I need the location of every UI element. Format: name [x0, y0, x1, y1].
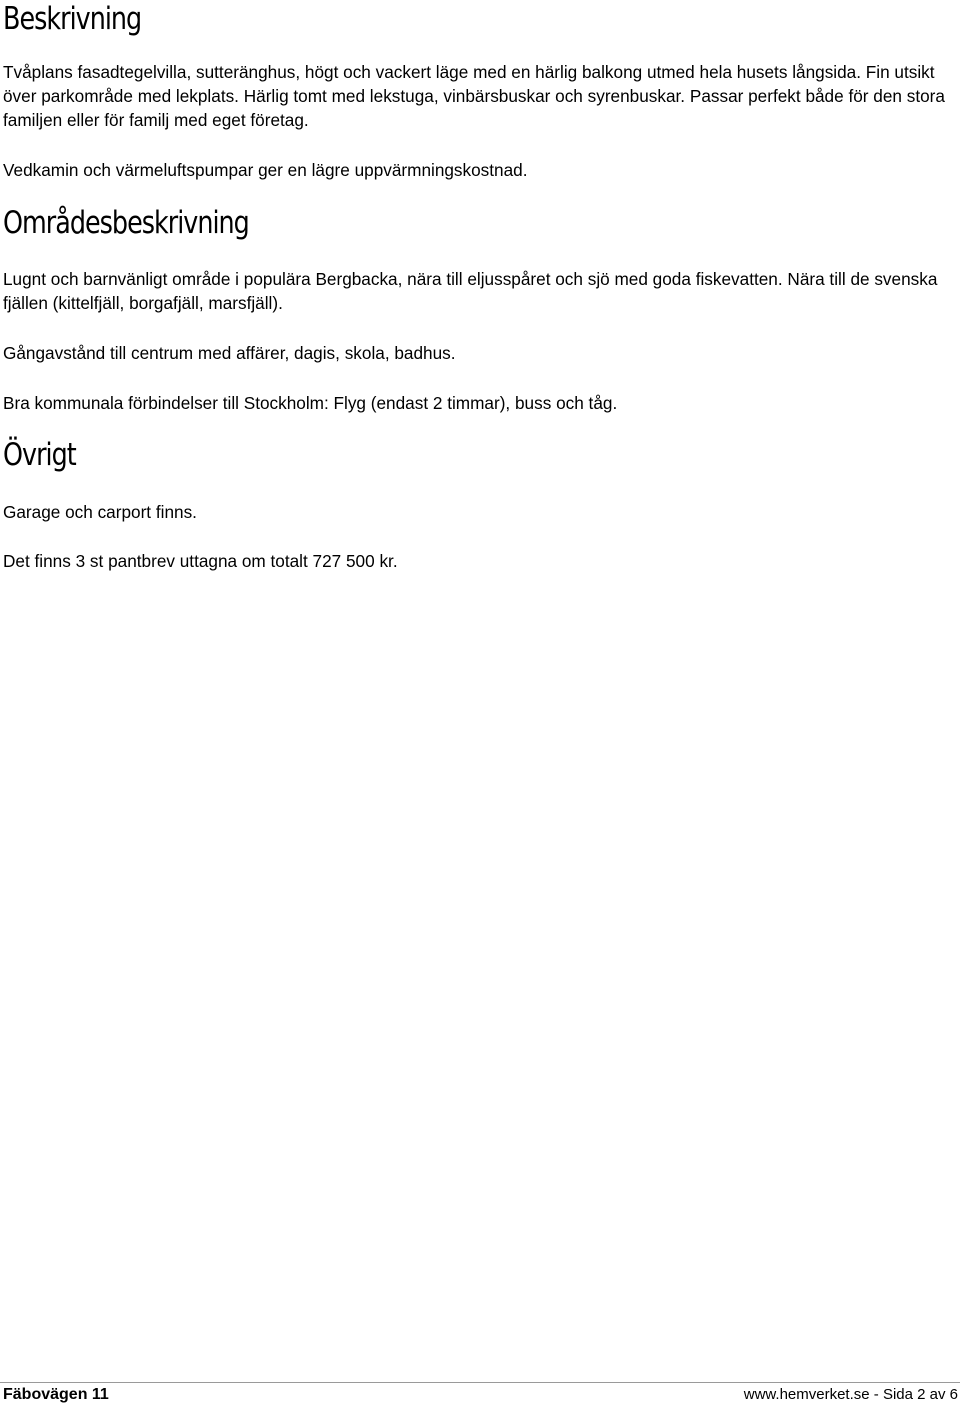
section-heading-omradesbeskrivning: Områdesbeskrivning: [3, 205, 249, 241]
ovrigt-paragraph-1: Garage och carport finns.: [3, 502, 197, 522]
beskrivning-paragraph-2: Vedkamin och värmeluftspumpar ger en lägre uppvärmningskostnad.: [3, 160, 528, 180]
section-heading-ovrigt: Övrigt: [3, 437, 76, 473]
beskrivning-paragraph-1: Tvåplans fasadtegelvilla, sutteränghus, högt och vackert läge med en härlig balkong utmed hela husets långsida. Fin utsikt över parkområde med lekplats. Härlig tomt med lekstuga, vinbärsbuskar och syrenbuskar. Passar perfekt både för den stora familjen eller för familj med eget företag.: [3, 62, 945, 130]
omradesbeskrivning-paragraph-3: Bra kommunala förbindelser till Stockholm: Flyg (endast 2 timmar), buss och tåg.: [3, 393, 618, 413]
section-heading-beskrivning: Beskrivning: [3, 1, 142, 37]
omradesbeskrivning-paragraph-1: Lugnt och barnvänligt område i populära Bergbacka, nära till eljusspåret och sjö med goda fiskevatten. Nära till de svenska fjällen (kittelfjäll, borgafjäll, marsfjäll).: [3, 269, 938, 313]
footer-address: Fäbovägen 11: [3, 1386, 109, 1403]
omradesbeskrivning-paragraph-2: Gångavstånd till centrum med affärer, dagis, skola, badhus.: [3, 343, 456, 363]
footer-website-page: www.hemverket.se - Sida 2 av 6: [743, 1386, 958, 1403]
footer-divider: [0, 1382, 960, 1383]
ovrigt-paragraph-2: Det finns 3 st pantbrev uttagna om totalt 727 500 kr.: [3, 551, 398, 571]
